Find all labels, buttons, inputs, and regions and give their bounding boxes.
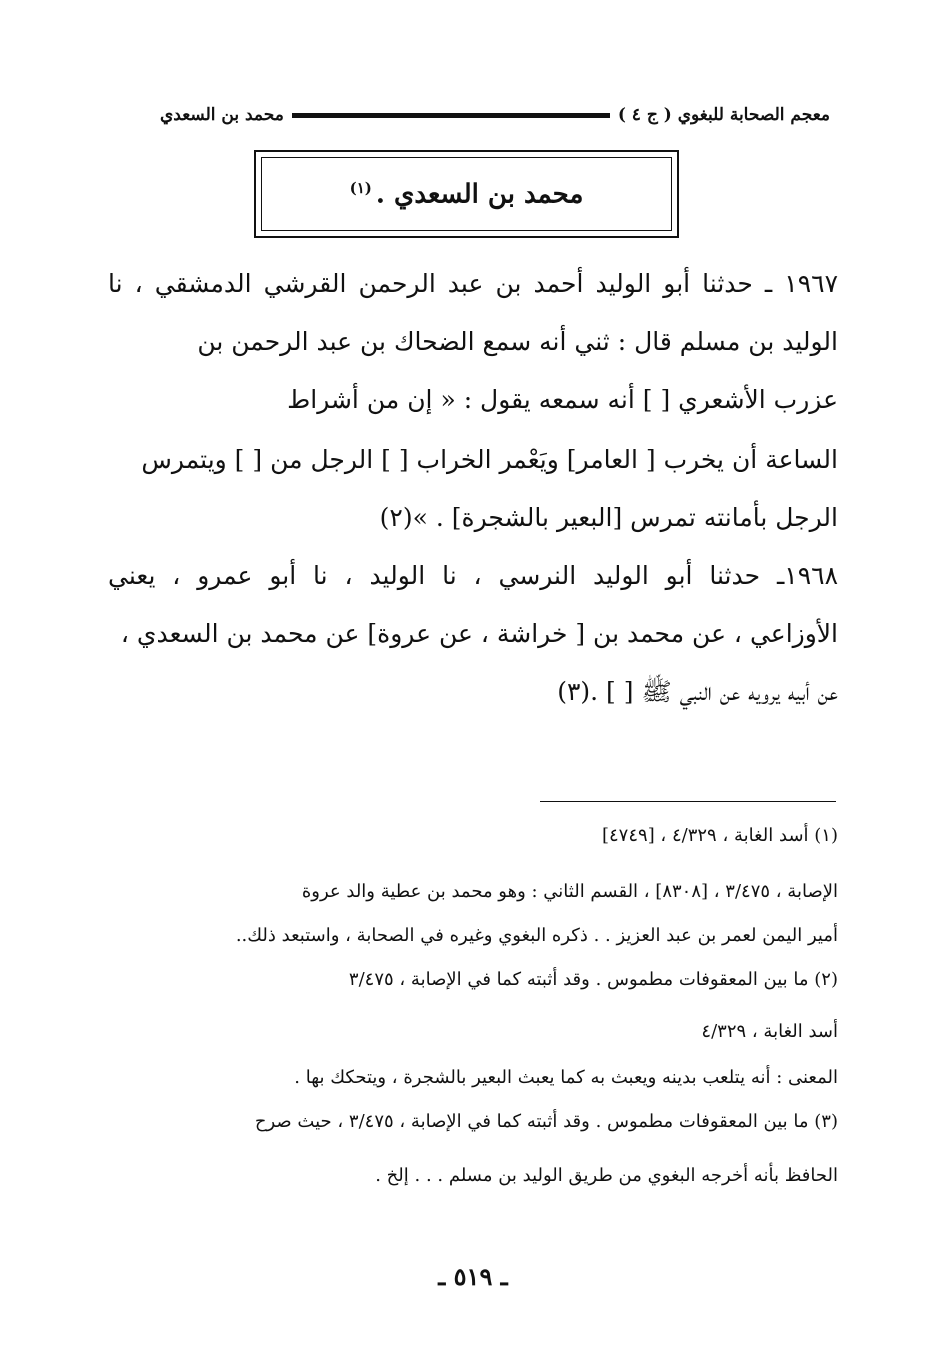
body-line: الرجل بأمانته تمرس [البعير بالشجرة] . »(٢) [379,503,838,532]
body-line: ١٩٦٧ ـ حدثنا أبو الوليد أحمد بن عبد الرحمن القرشي الدمشقي ، نا [108,269,838,298]
body-line: ١٩٦٨ـ حدثنا أبو الوليد النرسي ، نا الوليد ، نا أبو عمرو ، يعني [108,561,838,590]
footnote-line: (٣) ما بين المعقوفات مطموس . وقد أثبته كما في الإصابة ، ٣/٤٧٥ ، حيث صرح [254,1111,838,1132]
body-line: عن أبيه يرويه عن النبي ﷺ [ ] .(٣) [557,677,838,706]
body-line: الأوزاعي ، عن محمد بن [ خراشة ، عن عروة] عن محمد بن السعدي ، [120,619,838,648]
header-entry-name: محمد بن السعدي [160,105,284,125]
header-rule [292,113,610,118]
footnote-line: (١) أسد الغابة ، ٤/٣٢٩ ، [٤٧٤٩] [601,825,838,846]
footnote-line: الحافظ بأنه أخرجه البغوي من طريق الوليد بن مسلم . . . إلخ . [375,1165,838,1186]
body-line: عزرب الأشعري [ ] أنه سمعه يقول : « إن من أشراط [287,385,838,414]
footnote-line: (٢) ما بين المعقوفات مطموس . وقد أثبته كما في الإصابة ، ٣/٤٧٥ [348,969,838,990]
footnote-line: أمير اليمن لعمر بن عبد العزيز . . ذكره البغوي وغيره في الصحابة ، واستبعد ذلك.. [235,925,838,946]
footnote-line: أسد الغابة ، ٤/٣٢٩ [701,1021,838,1042]
footnote-line: الإصابة ، ٣/٤٧٥ ، [٨٣٠٨] ، القسم الثاني : وهو محمد بن عطية والد عروة [301,881,838,902]
footnote-line: المعنى : أنه يتلعب بدينه ويعبث به كما يعبث البعير بالشجرة ، ويتحكك بها . [294,1067,838,1088]
running-header [160,98,830,132]
body-line: الوليد بن مسلم قال : ثني أنه سمع الضحاك بن عبد الرحمن بن [197,327,838,356]
header-book-title: معجم الصحابة للبغوي ( ج ٤ ) [617,105,830,125]
entry-title-text: محمد بن السعدي . [375,179,584,210]
entry-title-inner-frame [261,157,672,231]
entry-title-footnote-mark: (١) [349,178,372,197]
body-line: الساعة أن يخرب [ العامر] ويَعْمر الخراب [ ] الرجل من [ ] ويتمرس [141,445,838,474]
entry-title-box [254,150,679,238]
footnote-separator [540,801,836,802]
page-number: ـ ٥١٩ ـ [438,1262,508,1291]
entry-title [350,179,584,210]
